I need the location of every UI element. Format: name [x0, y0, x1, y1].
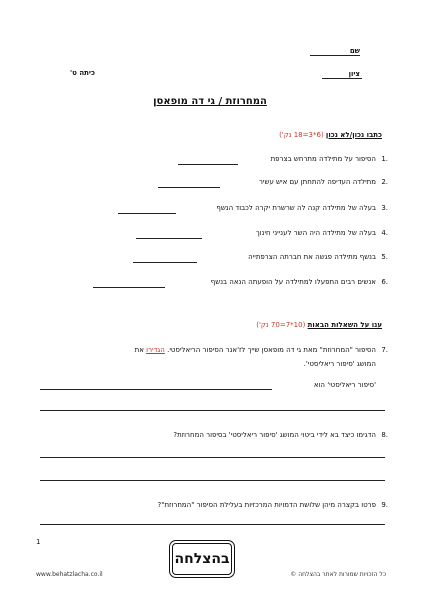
behatzlacha-logo: [172, 543, 232, 575]
item3-text: בעלה של מתילדה קנה לה שרשרת יקרה לכבוד הנשף: [216, 204, 376, 212]
name-field-line[interactable]: [310, 55, 360, 56]
q7-number: 7.: [381, 346, 388, 354]
item4-answer-line[interactable]: [136, 238, 202, 239]
q7-answer-line-2[interactable]: [40, 410, 385, 411]
page-title: המחרוזת / גי דה מופאסן: [153, 96, 267, 107]
item6-answer-line[interactable]: [93, 287, 165, 288]
item1-text: הסיפור על מתילדה מתרחש בצרפת: [270, 155, 376, 163]
q8-number: 8.: [381, 431, 388, 439]
name-label: שם: [349, 47, 360, 55]
item2-number: 2.: [381, 178, 388, 186]
item4-text: בעלה של מתילדה היה השר לענייני חינוך: [255, 229, 376, 237]
grade-field-line[interactable]: [322, 78, 362, 79]
q8-answer-line-2[interactable]: [40, 480, 385, 481]
copyright-text: כל הזכויות שמורות לאתר בהצלחה ©: [290, 571, 386, 578]
item1-answer-line[interactable]: [178, 164, 238, 165]
class-label: כיתה ט': [70, 69, 95, 77]
item5-text: בנשף מתילדה פגשה את חברתה הצרפתייה: [248, 253, 376, 261]
section2-heading-row: [256, 321, 382, 329]
q9-number: 9.: [381, 501, 388, 509]
q8-answer-line-1[interactable]: [40, 457, 385, 458]
item2-text: מתילדה העדיפה להתחתן עם איש עשיר: [258, 178, 376, 186]
item4-number: 4.: [381, 229, 388, 237]
q7-answer-prefix: 'סיפור ריאליסטי' הוא: [313, 381, 376, 389]
item3-number: 3.: [381, 204, 388, 212]
item5-number: 5.: [381, 253, 388, 261]
item6-number: 6.: [381, 278, 388, 286]
q7-define-word: הגדירו: [146, 346, 165, 354]
section1-heading-row: [279, 131, 382, 139]
q7-text-line1: [46, 346, 376, 354]
item1-number: 1.: [381, 155, 388, 163]
grade-label: ציון: [348, 70, 360, 78]
section2-points: (10*7=70 נק'): [256, 321, 306, 329]
item6-text: אנשים רבים התפעלו למתילדה על הופעתה הנאה בנשף: [210, 278, 376, 286]
q7-text-line2: המושג 'סיפור ריאליסטי'.: [303, 360, 376, 368]
q7-answer-line-1[interactable]: [40, 389, 272, 390]
section2-heading: ענו על השאלות הבאות: [307, 321, 382, 329]
q9-answer-line-1[interactable]: [40, 524, 385, 525]
item2-answer-line[interactable]: [158, 187, 220, 188]
q7-text-a: הסיפור "המחרוזת" מאת גי דה מופאסן שייך לז'אנר הסיפור הריאליסטי.: [167, 346, 376, 354]
section1-points: (6*3=18 נק'): [279, 131, 324, 139]
q8-text: הדגימו כיצד בא לידי ביטוי המושג 'סיפור ריאליסטי' בסיפור המחרוזת?: [173, 431, 376, 439]
section1-heading: כתבו נכון/לא נכון: [325, 131, 382, 139]
q7-text-c: את: [134, 346, 144, 354]
item5-answer-line[interactable]: [133, 262, 197, 263]
page-number: 1: [36, 538, 41, 546]
website-link[interactable]: www.behatzlacha.co.il: [36, 571, 103, 578]
q9-text: פרטו בקצרה מיהן שלושת הדמויות המרכזיות בעלילת הסיפור "המחרוזת"?: [157, 501, 376, 509]
logo-text: בהצלחה: [174, 551, 230, 567]
item3-answer-line[interactable]: [118, 213, 176, 214]
